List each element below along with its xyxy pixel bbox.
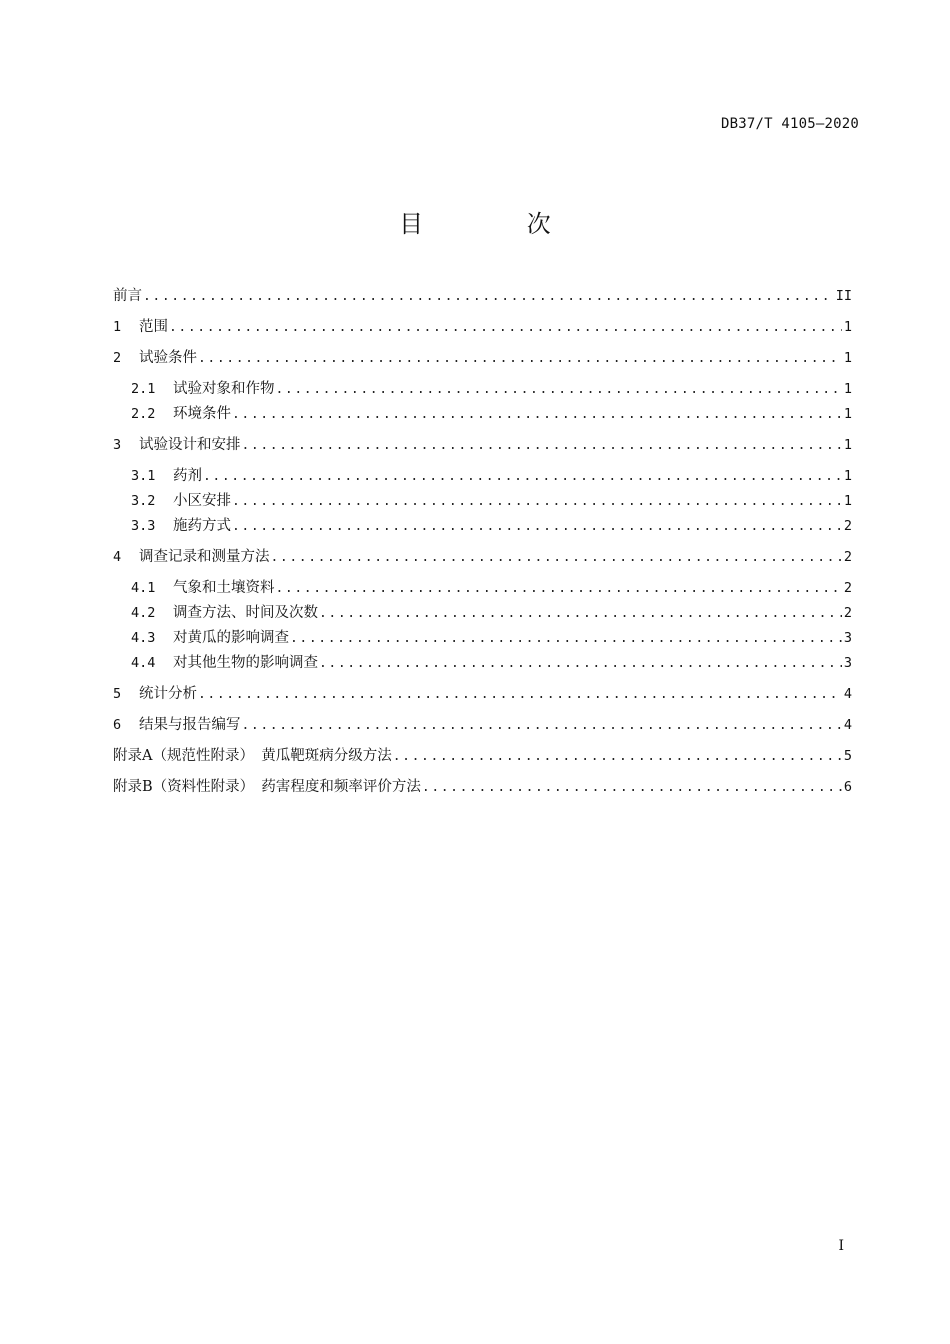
toc-leader-dots [319,603,842,625]
toc-entry-page: 4 [843,717,852,733]
toc-entry-page: 1 [843,319,852,335]
toc-entry-3-1[interactable] [113,465,852,487]
toc-entry-label: 对其他生物的影响调查 [173,655,318,671]
toc-entry-5[interactable] [113,683,852,705]
toc-entry-number: 4.3 [131,630,156,646]
toc-entry-2[interactable] [113,347,852,369]
page-number: I [838,1238,844,1254]
toc-leader-dots [271,547,842,569]
toc-leader-dots [393,746,842,768]
toc-entry-2-2[interactable] [113,403,852,425]
toc-entry-4-1[interactable] [113,577,852,599]
toc-entry-6[interactable] [113,714,852,736]
toc-leader-dots [232,516,842,538]
toc-entry-4[interactable] [113,546,852,568]
toc-entry-number: 2 [113,350,122,366]
toc-entry-page: 2 [843,605,852,621]
toc-leader-dots [319,653,842,675]
toc-entry-number: 5 [113,686,122,702]
toc-leader-dots [232,404,842,426]
toc-entry-page: 3 [843,655,852,671]
toc-entry-page: 4 [843,686,852,702]
toc-leader-dots [198,348,842,370]
page-title: 目 次 [399,210,599,238]
toc-entry-number: 3 [113,437,122,453]
toc-entry-number: 6 [113,717,122,733]
toc-entry-number: 2.1 [131,381,156,397]
toc-entry-3[interactable] [113,434,852,456]
toc-leader-dots [169,317,842,339]
toc-entry-page: 2 [843,580,852,596]
toc-entry-label: 施药方式 [173,518,231,534]
toc-entry-number: 3.3 [131,518,156,534]
toc-entry-number: 4 [113,549,122,565]
toc-leader-dots [143,286,834,308]
toc-leader-dots [290,628,842,650]
toc-entry-label: 对黄瓜的影响调查 [173,630,289,646]
toc-leader-dots [422,777,842,799]
toc-entry-4-2[interactable] [113,602,852,624]
toc-entry-page: 1 [843,406,852,422]
toc-entry-label: 气象和土壤资料 [173,580,275,596]
toc-entry-foreword[interactable] [113,285,852,307]
toc-leader-dots [203,466,842,488]
toc-entry-label: 调查方法、时间及次数 [173,605,318,621]
toc-entry-annex-a[interactable] [113,745,852,767]
toc-entry-page: 2 [843,518,852,534]
toc-entry-page: 1 [843,350,852,366]
toc-entry-3-3[interactable] [113,515,852,537]
toc-entry-page: II [835,288,852,304]
toc-entry-4-3[interactable] [113,627,852,649]
toc-entry-page: 1 [843,437,852,453]
toc-entry-3-2[interactable] [113,490,852,512]
toc-entry-label: 药剂 [173,468,202,484]
toc-leader-dots [276,379,842,401]
toc-entry-label: 附录B（资料性附录） 药害程度和频率评价方法 [113,779,421,795]
toc-entry-label: 结果与报告编写 [139,717,241,733]
toc-entry-label: 小区安排 [173,493,231,509]
toc-entry-number: 2.2 [131,406,156,422]
toc-entry-label: 试验设计和安排 [139,437,241,453]
toc-entry-label: 试验条件 [139,350,197,366]
toc-entry-label: 附录A（规范性附录） 黄瓜靶斑病分级方法 [113,748,392,764]
toc-entry-2-1[interactable] [113,378,852,400]
toc-entry-label: 试验对象和作物 [173,381,275,397]
toc-entry-1[interactable] [113,316,852,338]
toc-leader-dots [198,684,842,706]
toc-entry-number: 3.1 [131,468,156,484]
toc-entry-page: 1 [843,493,852,509]
toc-entry-4-4[interactable] [113,652,852,674]
toc-entry-number: 4.1 [131,580,156,596]
toc-entry-number: 1 [113,319,122,335]
toc-entry-page: 3 [843,630,852,646]
toc-leader-dots [276,578,842,600]
toc-entry-page: 2 [843,549,852,565]
toc-entry-page: 1 [843,468,852,484]
toc-entry-label: 环境条件 [173,406,231,422]
toc-entry-label: 调查记录和测量方法 [139,549,270,565]
toc-entry-number: 4.2 [131,605,156,621]
toc-entry-label: 前言 [113,288,142,304]
toc-leader-dots [242,435,842,457]
toc-entry-label: 范围 [139,319,168,335]
toc-entry-label: 统计分析 [139,686,197,702]
toc-leader-dots [242,715,842,737]
toc-entry-number: 4.4 [131,655,156,671]
toc-entry-number: 3.2 [131,493,156,509]
toc-entry-page: 5 [843,748,852,764]
toc-entry-annex-b[interactable] [113,776,852,798]
toc-entry-page: 1 [843,381,852,397]
toc-entry-page: 6 [843,779,852,795]
document-code: DB37/T 4105—2020 [720,116,859,132]
toc-leader-dots [232,491,842,513]
